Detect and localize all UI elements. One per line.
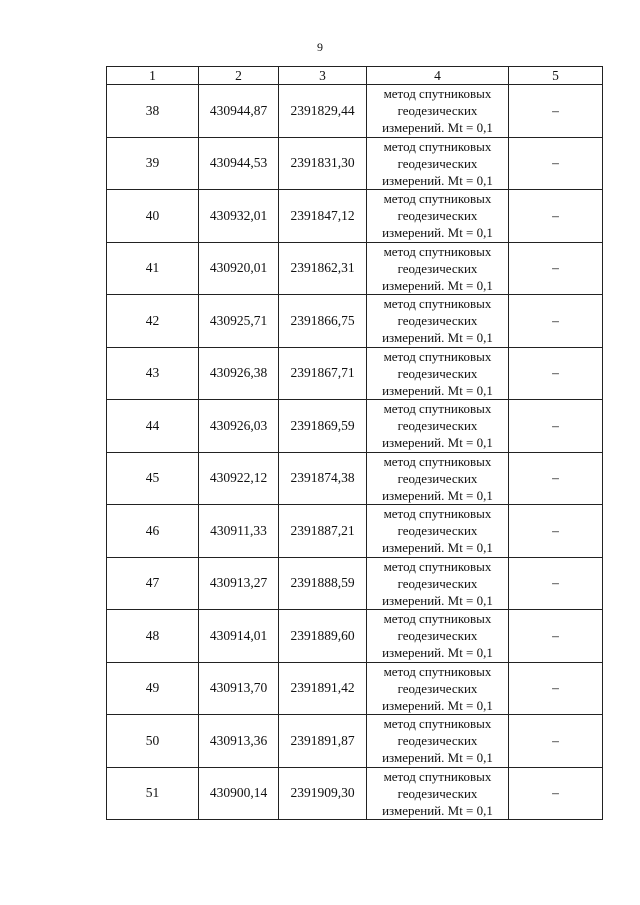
table-row	[107, 347, 603, 400]
column-header-5: 5	[509, 67, 603, 85]
coordinate-y-cell: 2391891,42	[279, 662, 367, 715]
coordinate-x-cell: 430922,12	[199, 452, 279, 505]
point-number-cell: 42	[107, 295, 199, 348]
coordinate-x-cell: 430932,01	[199, 190, 279, 243]
method-line: метод спутниковых	[383, 663, 492, 679]
point-number-cell: 39	[107, 137, 199, 190]
method-line: измерений. Mt = 0,1	[382, 750, 493, 766]
note-value: –	[552, 680, 559, 696]
point-number-cell: 44	[107, 400, 199, 453]
coordinate-y-cell: 2391874,38	[279, 452, 367, 505]
method-line: измерений. Mt = 0,1	[382, 802, 493, 818]
column-header-4: 4	[367, 67, 509, 85]
method-line: измерений. Mt = 0,1	[382, 697, 493, 713]
table-row	[107, 505, 603, 558]
method-line: геодезических	[397, 680, 478, 696]
point-number-cell: 51	[107, 767, 199, 820]
coordinate-x-cell: 430944,53	[199, 137, 279, 190]
method-cell	[367, 242, 509, 295]
coordinate-y-cell: 2391862,31	[279, 242, 367, 295]
coordinate-x-cell: 430944,87	[199, 85, 279, 138]
coordinate-x-cell: 430913,27	[199, 557, 279, 610]
note-value: –	[552, 155, 559, 171]
method-cell	[367, 452, 509, 505]
method-line: измерений. Mt = 0,1	[382, 435, 493, 451]
column-header-3: 3	[279, 67, 367, 85]
note-value: –	[552, 260, 559, 276]
coordinate-x-cell: 430913,36	[199, 715, 279, 768]
note-value: –	[552, 312, 559, 328]
method-cell	[367, 557, 509, 610]
coordinates-table	[106, 66, 603, 820]
coordinate-x-cell: 430900,14	[199, 767, 279, 820]
method-line: геодезических	[397, 523, 478, 539]
coordinate-y-cell: 2391889,60	[279, 610, 367, 663]
method-line: метод спутниковых	[383, 611, 492, 627]
coordinate-x-cell: 430914,01	[199, 610, 279, 663]
coordinate-y-cell: 2391867,71	[279, 347, 367, 400]
header-row	[107, 67, 603, 85]
note-value: –	[552, 417, 559, 433]
note-cell	[509, 715, 603, 768]
note-cell	[509, 505, 603, 558]
note-value: –	[552, 627, 559, 643]
method-cell	[367, 662, 509, 715]
column-header-2: 2	[199, 67, 279, 85]
note-cell	[509, 85, 603, 138]
table-row	[107, 715, 603, 768]
method-line: измерений. Mt = 0,1	[382, 592, 493, 608]
table-row	[107, 85, 603, 138]
method-line: измерений. Mt = 0,1	[382, 487, 493, 503]
note-cell	[509, 610, 603, 663]
method-line: измерений. Mt = 0,1	[382, 225, 493, 241]
method-cell	[367, 85, 509, 138]
note-cell	[509, 400, 603, 453]
method-line: метод спутниковых	[383, 558, 492, 574]
point-number-cell: 49	[107, 662, 199, 715]
note-value: –	[552, 207, 559, 223]
method-line: геодезических	[397, 733, 478, 749]
table-row	[107, 557, 603, 610]
method-line: измерений. Mt = 0,1	[382, 172, 493, 188]
note-value: –	[552, 470, 559, 486]
method-line: измерений. Mt = 0,1	[382, 120, 493, 136]
coordinate-x-cell: 430911,33	[199, 505, 279, 558]
table-row	[107, 662, 603, 715]
point-number-cell: 47	[107, 557, 199, 610]
method-line: метод спутниковых	[383, 138, 492, 154]
table-row	[107, 190, 603, 243]
method-line: метод спутниковых	[383, 296, 492, 312]
note-cell	[509, 452, 603, 505]
method-line: геодезических	[397, 365, 478, 381]
note-cell	[509, 662, 603, 715]
method-line: метод спутниковых	[383, 716, 492, 732]
coordinate-y-cell: 2391831,30	[279, 137, 367, 190]
note-cell	[509, 767, 603, 820]
method-line: измерений. Mt = 0,1	[382, 382, 493, 398]
coordinate-y-cell: 2391888,59	[279, 557, 367, 610]
method-line: геодезических	[397, 575, 478, 591]
method-cell	[367, 295, 509, 348]
note-value: –	[552, 102, 559, 118]
method-line: измерений. Mt = 0,1	[382, 540, 493, 556]
method-line: измерений. Mt = 0,1	[382, 645, 493, 661]
coordinate-y-cell: 2391847,12	[279, 190, 367, 243]
coordinate-x-cell: 430925,71	[199, 295, 279, 348]
method-line: метод спутниковых	[383, 348, 492, 364]
coordinate-x-cell: 430913,70	[199, 662, 279, 715]
point-number-cell: 43	[107, 347, 199, 400]
method-line: геодезических	[397, 470, 478, 486]
table-row	[107, 242, 603, 295]
note-value: –	[552, 732, 559, 748]
table-row	[107, 137, 603, 190]
coordinate-y-cell: 2391887,21	[279, 505, 367, 558]
method-line: метод спутниковых	[383, 191, 492, 207]
table-row	[107, 400, 603, 453]
coordinate-x-cell: 430920,01	[199, 242, 279, 295]
method-line: геодезических	[397, 208, 478, 224]
method-line: геодезических	[397, 418, 478, 434]
method-line: геодезических	[397, 785, 478, 801]
coordinate-y-cell: 2391869,59	[279, 400, 367, 453]
method-cell	[367, 767, 509, 820]
point-number-cell: 40	[107, 190, 199, 243]
note-cell	[509, 190, 603, 243]
method-line: метод спутниковых	[383, 243, 492, 259]
coordinate-x-cell: 430926,03	[199, 400, 279, 453]
method-cell	[367, 137, 509, 190]
table-body	[107, 85, 603, 820]
note-value: –	[552, 365, 559, 381]
method-line: метод спутниковых	[383, 401, 492, 417]
table-row	[107, 295, 603, 348]
method-line: метод спутниковых	[383, 86, 492, 102]
note-cell	[509, 242, 603, 295]
method-cell	[367, 400, 509, 453]
note-value: –	[552, 575, 559, 591]
point-number-cell: 41	[107, 242, 199, 295]
note-cell	[509, 295, 603, 348]
note-cell	[509, 557, 603, 610]
coordinate-y-cell: 2391829,44	[279, 85, 367, 138]
method-line: измерений. Mt = 0,1	[382, 330, 493, 346]
point-number-cell: 45	[107, 452, 199, 505]
note-cell	[509, 347, 603, 400]
column-header-1: 1	[107, 67, 199, 85]
point-number-cell: 46	[107, 505, 199, 558]
method-line: метод спутниковых	[383, 768, 492, 784]
note-value: –	[552, 522, 559, 538]
table-header	[107, 67, 603, 85]
method-cell	[367, 610, 509, 663]
page-number: 9	[317, 40, 323, 54]
method-cell	[367, 715, 509, 768]
method-line: метод спутниковых	[383, 506, 492, 522]
method-line: геодезических	[397, 103, 478, 119]
coordinate-y-cell: 2391909,30	[279, 767, 367, 820]
method-cell	[367, 347, 509, 400]
point-number-cell: 50	[107, 715, 199, 768]
method-line: геодезических	[397, 260, 478, 276]
note-cell	[509, 137, 603, 190]
point-number-cell: 38	[107, 85, 199, 138]
method-cell	[367, 190, 509, 243]
method-line: геодезических	[397, 628, 478, 644]
coordinate-y-cell: 2391891,87	[279, 715, 367, 768]
table-row	[107, 452, 603, 505]
coordinate-x-cell: 430926,38	[199, 347, 279, 400]
method-line: геодезических	[397, 313, 478, 329]
table-row	[107, 767, 603, 820]
method-cell	[367, 505, 509, 558]
coordinate-y-cell: 2391866,75	[279, 295, 367, 348]
note-value: –	[552, 785, 559, 801]
method-line: метод спутниковых	[383, 453, 492, 469]
method-line: геодезических	[397, 155, 478, 171]
point-number-cell: 48	[107, 610, 199, 663]
table-row	[107, 610, 603, 663]
method-line: измерений. Mt = 0,1	[382, 277, 493, 293]
